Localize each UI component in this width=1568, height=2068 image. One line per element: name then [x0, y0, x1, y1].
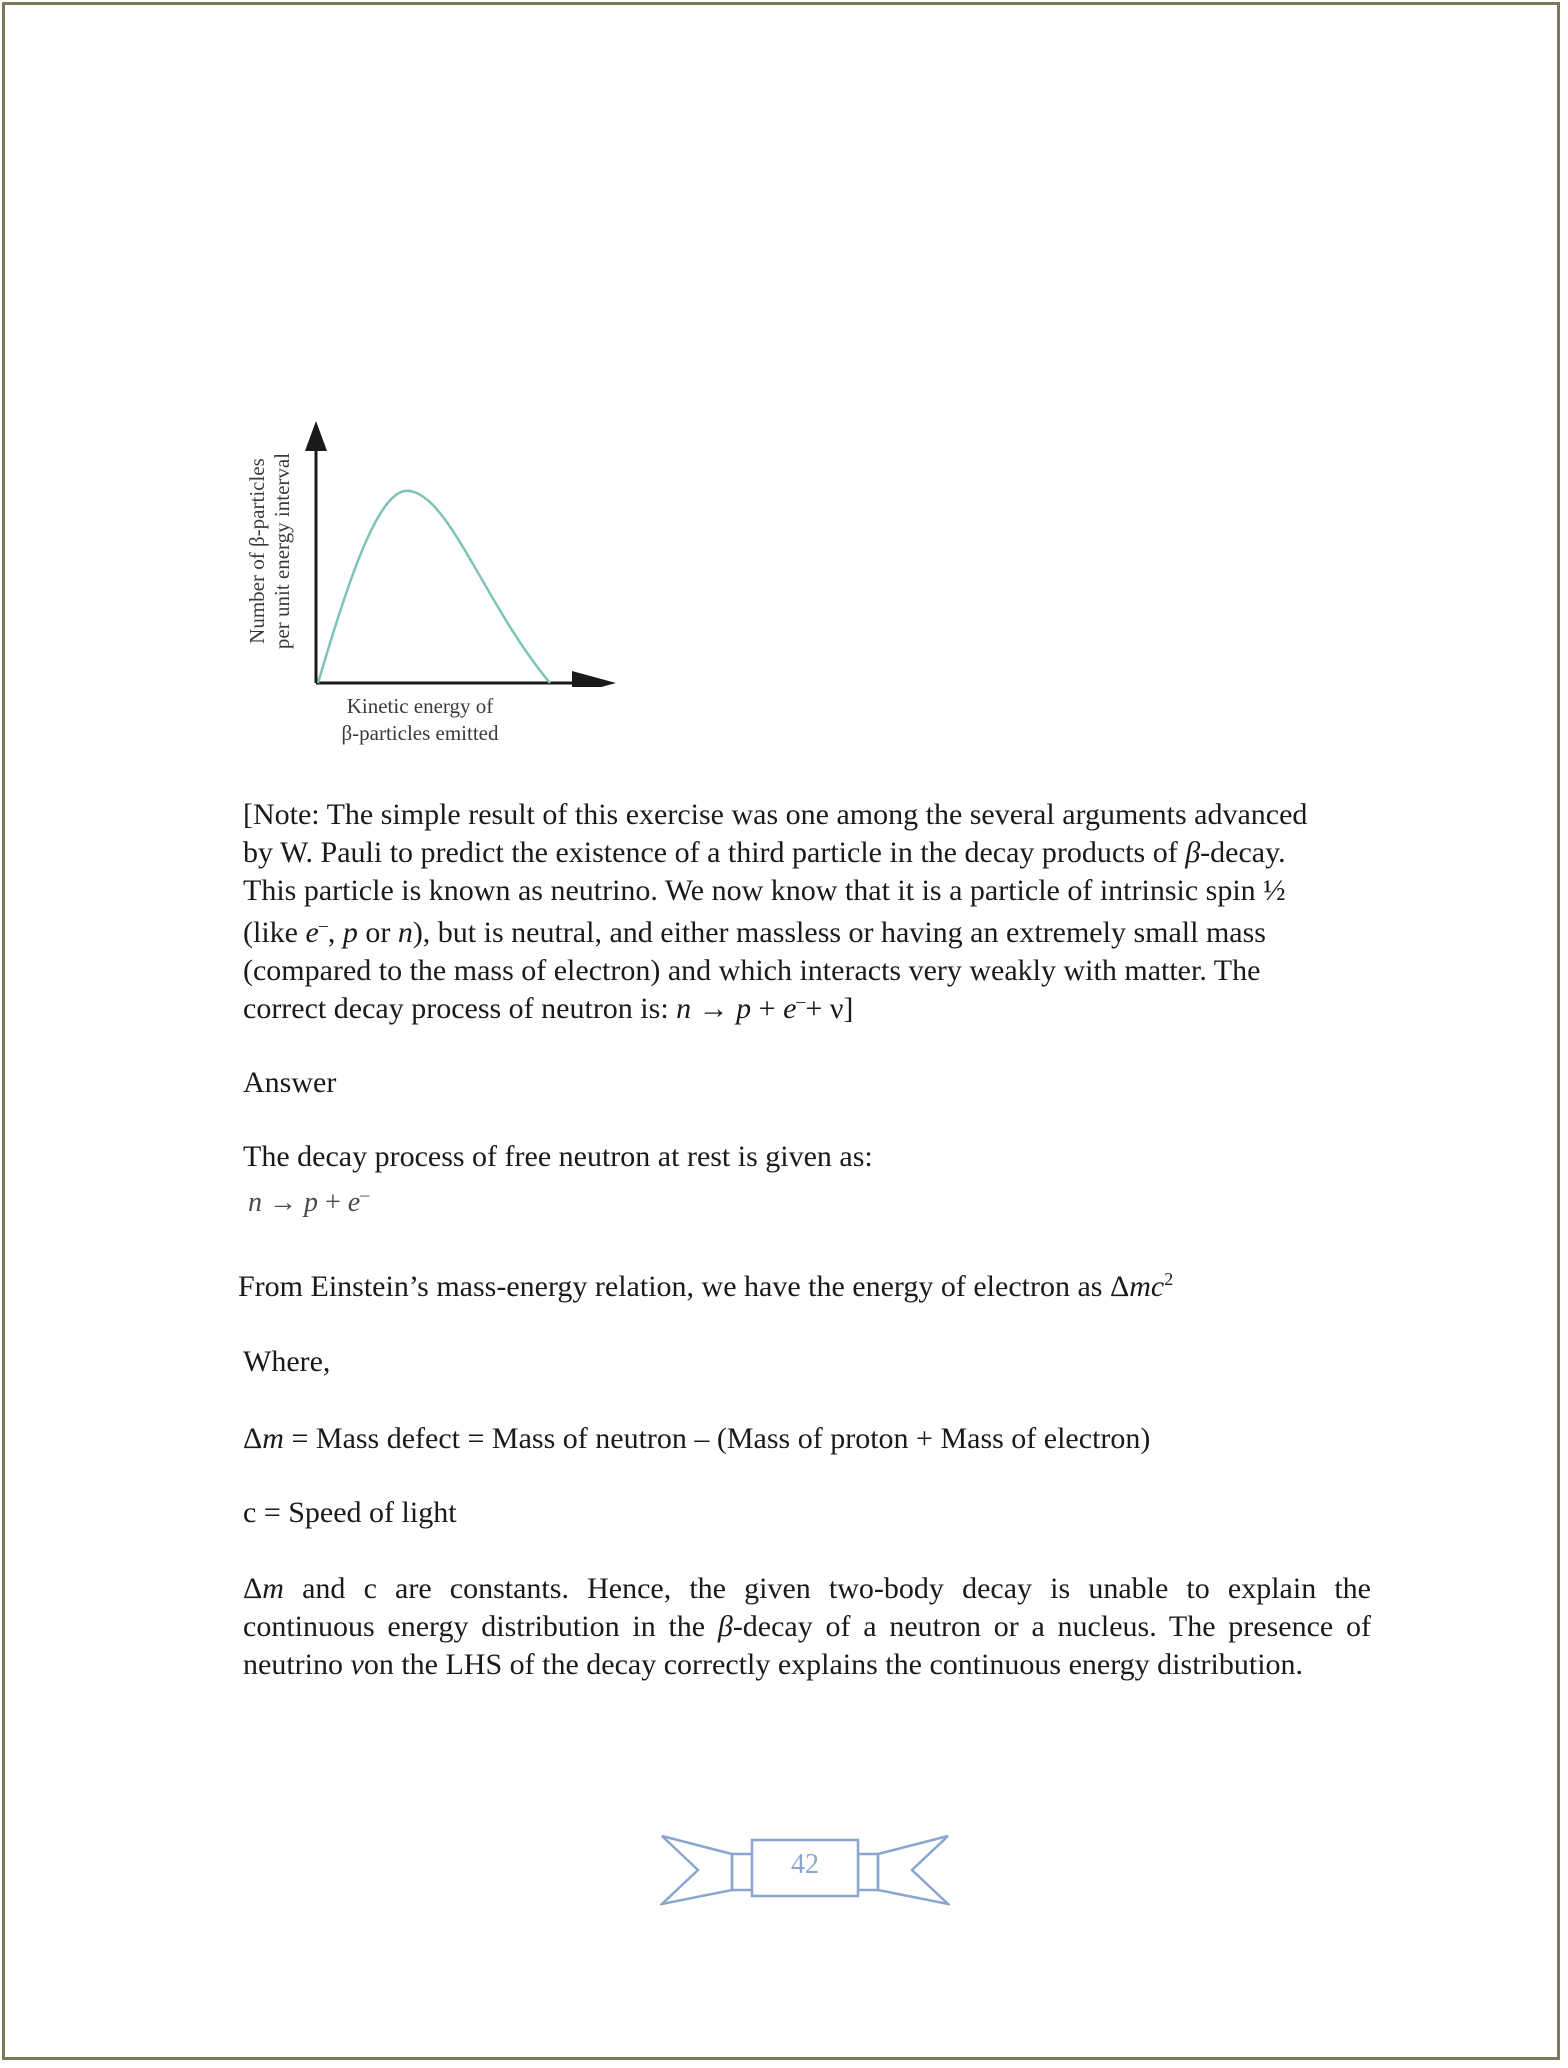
neutron-symbol: n	[248, 1187, 262, 1218]
m-symbol: m	[262, 1422, 284, 1455]
note-line-6	[243, 990, 1373, 1028]
note-line-4	[243, 914, 1373, 952]
superscript: –	[318, 915, 328, 935]
plus-symbol: +	[751, 992, 784, 1025]
plus-symbol: +	[318, 1187, 348, 1218]
superscript: –	[360, 1184, 370, 1205]
y-axis-label	[240, 415, 300, 687]
electron-symbol: e	[305, 916, 319, 949]
proton-symbol: p	[342, 916, 358, 949]
electron-symbol: e	[347, 1187, 361, 1218]
y-axis-label-line2: per unit energy interval	[270, 452, 294, 650]
where-label	[243, 1343, 1373, 1381]
arrow-symbol: →	[262, 1187, 304, 1218]
note-text: (like	[243, 916, 306, 949]
conclusion-text: continuous energy distribution in the	[243, 1610, 718, 1643]
conclusion-line-1	[243, 1570, 1371, 1608]
proton-symbol: p	[304, 1187, 318, 1218]
conclusion-text: on the LHS of the decay correctly explains the continuous energy distribution.	[363, 1648, 1304, 1681]
conclusion-paragraph	[243, 1570, 1371, 1684]
note-text: correct decay process of neutron is:	[243, 992, 677, 1025]
note-text: + ν]	[805, 992, 854, 1025]
conclusion-text: and c are constants. Hence, the given two-body decay is unable to explain the	[283, 1572, 1371, 1605]
arrow-symbol: →	[691, 992, 737, 1025]
decay-equation	[248, 1184, 1378, 1222]
page-border	[2, 2, 1560, 2060]
mc-symbol: mc	[1129, 1270, 1165, 1303]
where-text: Where,	[243, 1345, 331, 1378]
beta-symbol: β	[717, 1610, 733, 1643]
x-axis-label-line1: Kinetic energy of	[346, 694, 494, 718]
delta-symbol: Δ	[243, 1572, 263, 1605]
note-text: (compared to the mass of electron) and which interacts very weakly with matter. The	[243, 954, 1261, 987]
x-axis-arrow	[572, 671, 616, 687]
conclusion-text: neutrino	[243, 1648, 351, 1681]
spectrum-curve	[318, 491, 550, 683]
m-symbol: m	[262, 1572, 284, 1605]
speed-of-light-definition	[243, 1494, 1373, 1532]
beta-spectrum-figure	[240, 415, 630, 755]
einstein-text: From Einstein’s mass-energy relation, we have the energy of electron as Δ	[238, 1270, 1130, 1303]
note-text: -decay.	[1200, 836, 1286, 869]
conclusion-line-3	[243, 1646, 1371, 1684]
note-line-3	[243, 872, 1373, 910]
note-text: ), but is neutral, and either massless or having an extremely small mass	[412, 916, 1266, 949]
neutrino-symbol: v	[350, 1648, 364, 1681]
conclusion-text: -decay of a neutron or a nucleus. The presence of	[732, 1610, 1371, 1643]
electron-symbol: e	[783, 992, 797, 1025]
page-number: 42	[791, 1849, 819, 1880]
note-text: by W. Pauli to predict the existence of a third particle in the decay products of	[243, 836, 1186, 869]
einstein-sentence	[238, 1268, 1368, 1306]
note-line-2	[243, 834, 1373, 872]
proton-symbol: p	[736, 992, 752, 1025]
superscript: 2	[1164, 1269, 1174, 1289]
superscript: –	[796, 991, 806, 1011]
decay-intro	[243, 1138, 1373, 1176]
speed-of-light-text: c = Speed of light	[243, 1496, 457, 1529]
note-line-1	[243, 796, 1373, 834]
mass-defect-definition	[243, 1420, 1373, 1458]
answer-heading-text: Answer	[243, 1066, 337, 1099]
page-number-ribbon	[660, 1832, 950, 1922]
note-paragraph	[243, 796, 1373, 1028]
mass-defect-text: = Mass defect = Mass of neutron – (Mass of proton + Mass of electron)	[283, 1422, 1151, 1455]
y-axis-label-line1: Number of β-particles	[245, 458, 269, 644]
note-text: This particle is known as neutrino. We now know that it is a particle of intrinsic spin ½	[243, 874, 1286, 907]
note-text: or	[357, 916, 398, 949]
note-text: [Note: The simple result of this exercise was one among the several arguments advanced	[243, 798, 1308, 831]
beta-symbol: β	[1185, 836, 1201, 869]
x-axis-label	[300, 693, 540, 747]
x-axis-label-line2: β-particles emitted	[341, 721, 499, 745]
conclusion-line-2	[243, 1608, 1371, 1646]
decay-intro-text: The decay process of free neutron at rest is given as:	[243, 1140, 873, 1173]
neutron-symbol: n	[676, 992, 692, 1025]
neutron-symbol: n	[397, 916, 413, 949]
note-text: ,	[327, 916, 343, 949]
y-axis-arrow	[305, 421, 327, 451]
delta-symbol: Δ	[243, 1422, 263, 1455]
answer-heading	[243, 1064, 1373, 1102]
note-line-5	[243, 952, 1373, 990]
